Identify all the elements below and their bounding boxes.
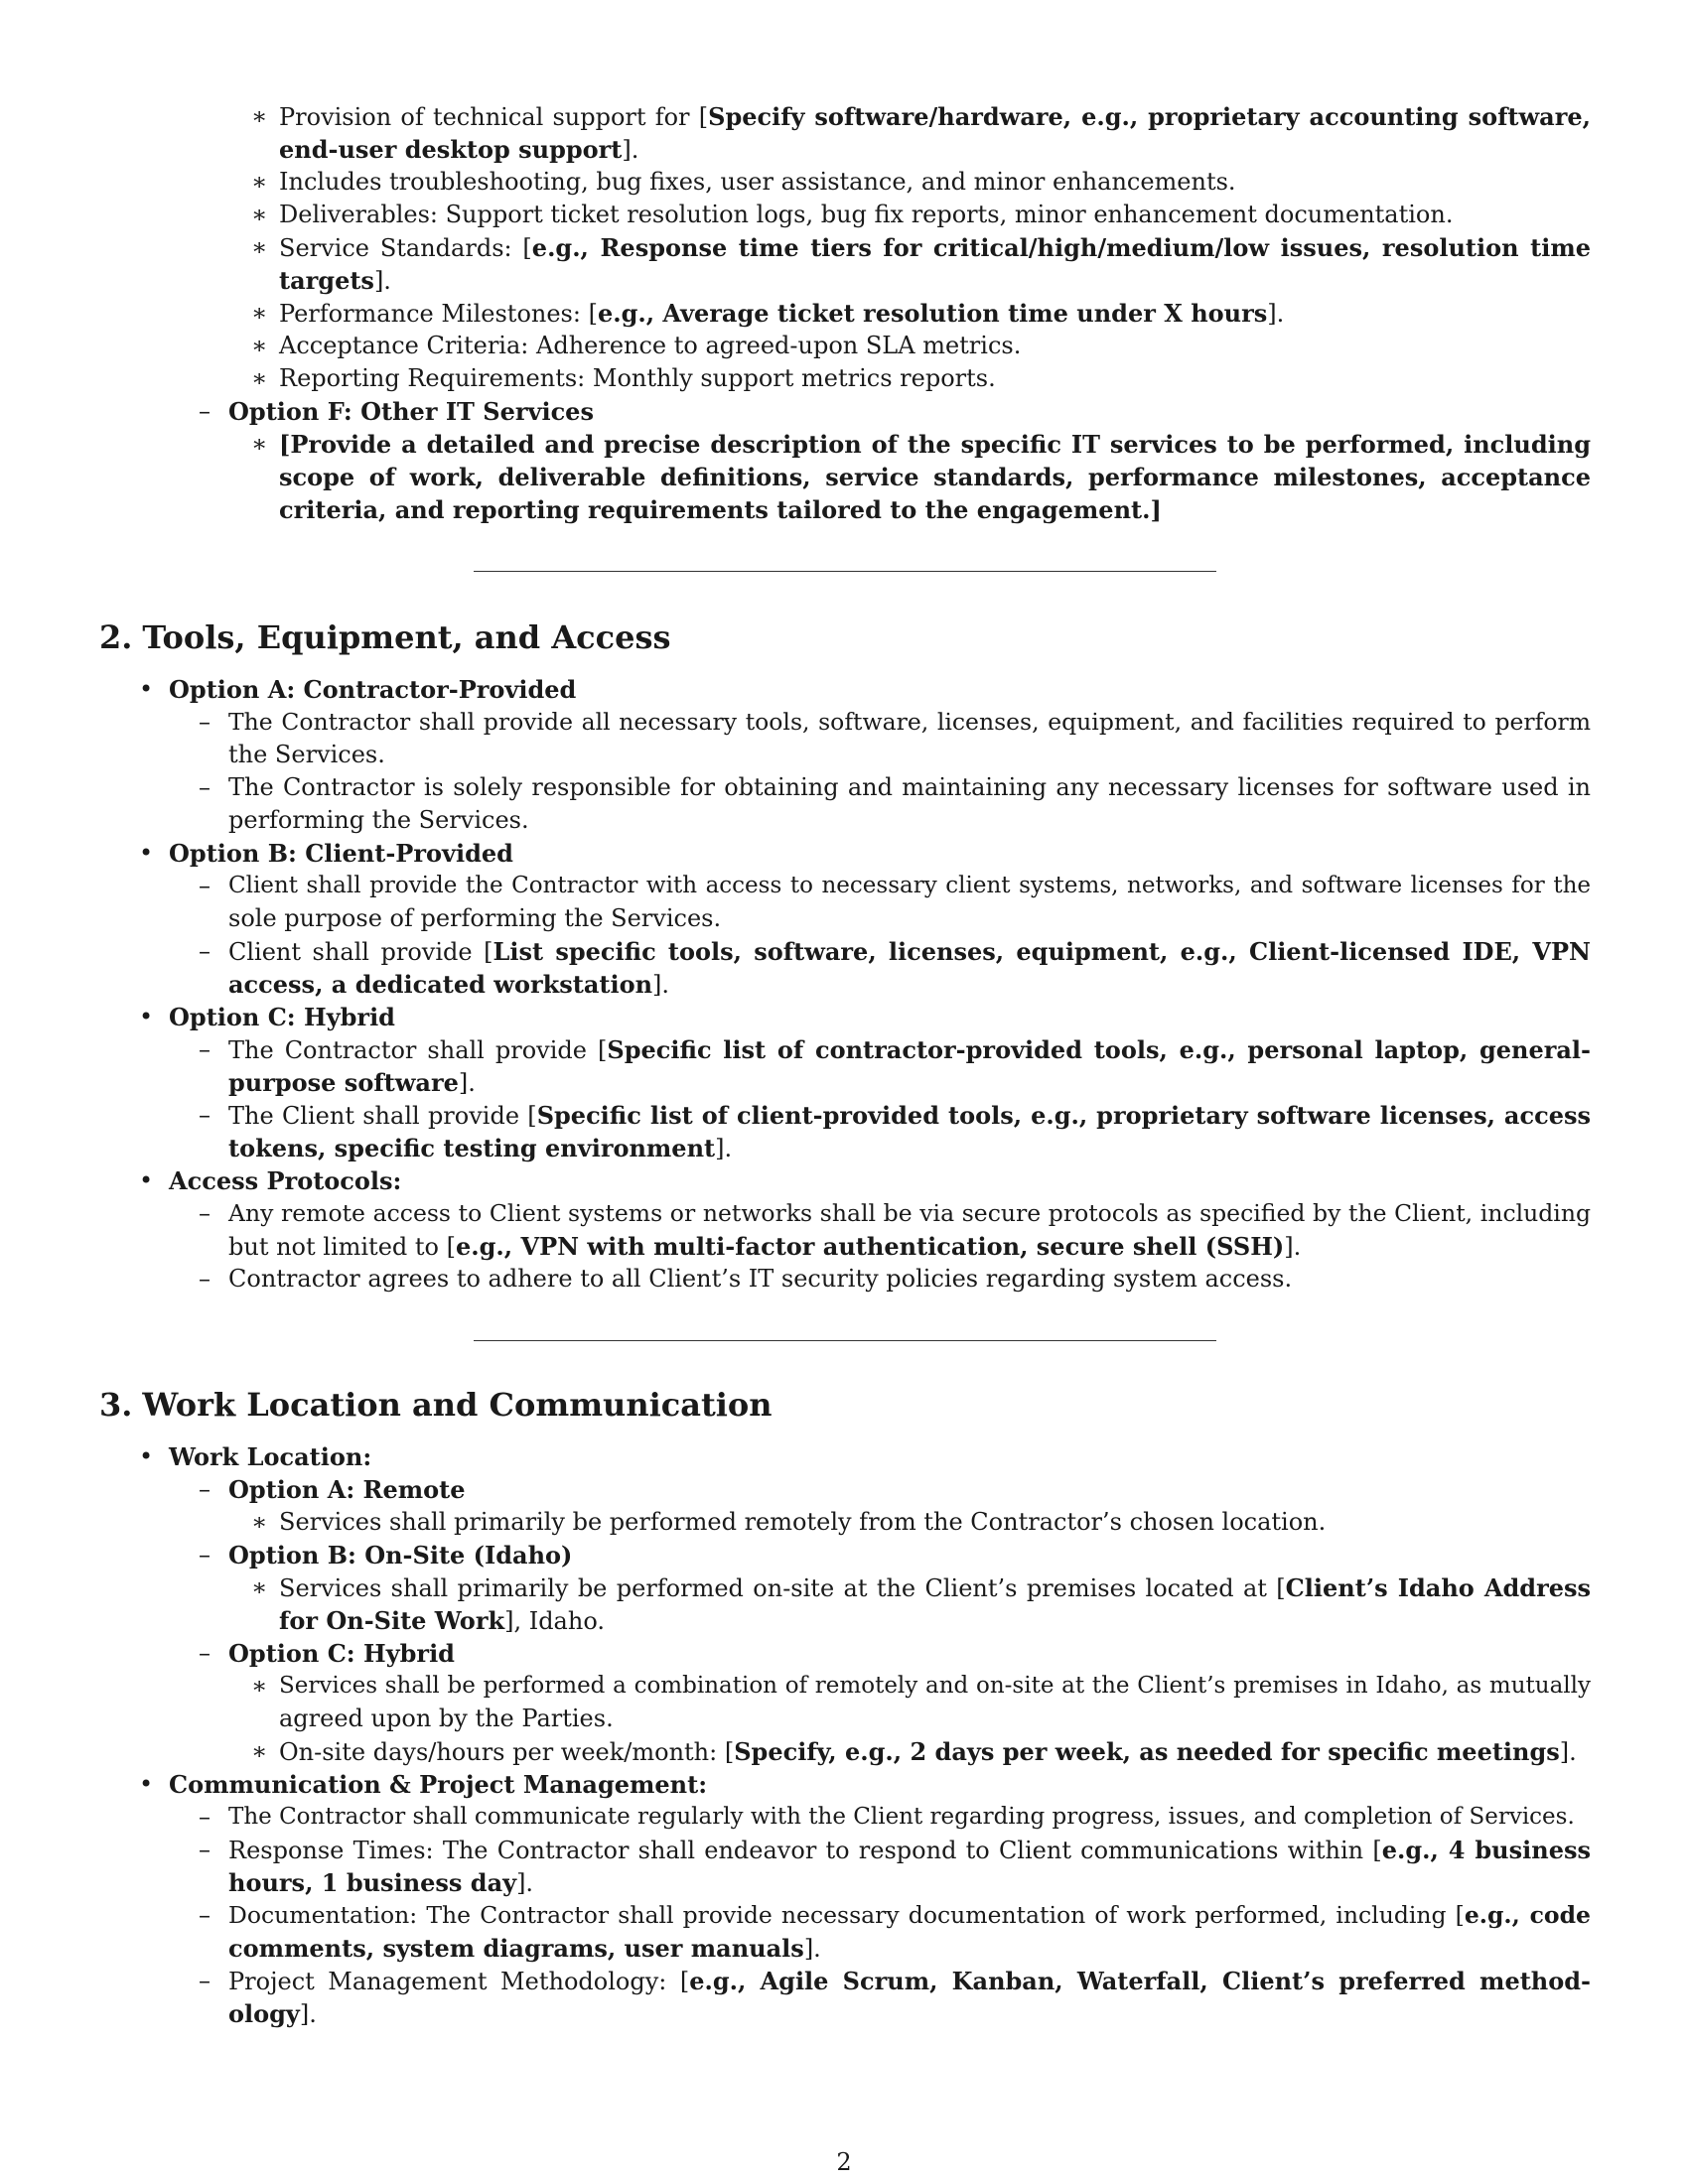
list-item-continuation: purpose software]. [228,1068,476,1097]
list-item: Any remote access to Client systems or networks shall be via secure protocols as specified by the Client, including [228,1199,1591,1227]
work-location-label: Work Location: [169,1442,372,1471]
list-item: The Contractor shall provide all necessary tools, software, licenses, equipment, and facilities required to perform [228,708,1591,736]
list-item: On-site days/hours per week/month: [Specify, e.g., 2 days per week, as needed for specific meetings]. [279,1737,1577,1766]
option-c-label: Option C: Hybrid [228,1639,455,1668]
list-item: Services shall primarily be performed remotely from the Contractor’s chosen location. [279,1508,1327,1536]
access-protocols-label: Access Protocols: [169,1166,402,1195]
list-item: Reporting Requirements: Monthly support metrics reports. [279,364,996,392]
list-item: Includes troubleshooting, bug fixes, user assistance, and minor enhancements. [279,168,1236,196]
bullet-marker: ∗ [251,168,268,196]
bullet-marker: • [139,1442,154,1470]
list-item-continuation: agreed upon by the Parties. [279,1705,614,1732]
option-b-label: Option B: On-Site (Idaho) [228,1541,573,1570]
dash-marker: – [199,1803,211,1831]
dash-marker: – [199,872,211,899]
bullet-marker: ∗ [251,430,268,458]
dash-marker: – [199,773,211,801]
list-item: Client shall provide the Contractor with access to necessary client systems, networks, and software licenses for the [228,873,1591,898]
dash-marker: – [199,1475,211,1503]
dash-marker: – [199,1967,211,1994]
bullet-marker: ∗ [251,1737,268,1765]
bullet-marker: ∗ [251,1508,268,1536]
communication-label: Communication & Project Management: [169,1770,708,1799]
option-a-label: Option A: Remote [228,1475,466,1504]
list-item-continuation: for On-Site Work], Idaho. [279,1606,605,1635]
list-item: Project Management Methodology: [e.g., Agile Scrum, Kanban, Waterfall, Client’s preferred method- [228,1967,1592,1995]
list-item: Client shall provide [List specific tools, software, licenses, equipment, e.g., Client-licensed IDE, VPN [228,937,1591,966]
list-item-continuation: tokens, specific testing environment]. [228,1134,733,1162]
section-divider [474,571,1216,572]
option-a-label: Option A: Contractor-Provided [169,675,577,704]
list-item-continuation: performing the Services. [228,806,529,834]
list-item-continuation: sole purpose of performing the Services. [228,904,722,932]
list-item-continuation: scope of work, deliverable definitions, service standards, performance milestones, acceptance [279,463,1591,491]
list-item: Acceptance Criteria: Adherence to agreed-upon SLA metrics. [279,332,1022,359]
list-item: Documentation: The Contractor shall provide necessary documentation of work performed, including [e.g., code [228,1901,1591,1929]
list-item-continuation: hours, 1 business day]. [228,1868,534,1897]
dash-marker: – [199,1265,211,1293]
list-item-continuation: criteria, and reporting requirements tailored to the engagement.] [279,495,1162,524]
dash-marker: – [199,1199,211,1227]
bullet-marker: • [139,1003,154,1030]
bullet-marker: • [139,1166,154,1194]
bullet-marker: ∗ [251,1672,268,1700]
list-item: Deliverables: Support ticket resolution logs, bug fix reports, minor enhancement documentation. [279,201,1454,228]
option-f-label: Option F: Other IT Services [228,397,594,426]
list-item: The Client shall provide [Specific list of client-provided tools, e.g., proprietary software licenses, access [228,1101,1592,1130]
list-item: Service Standards: [e.g., Response time tiers for critical/high/medium/low issues, resolution time [279,233,1591,262]
list-item-continuation: access, a dedicated workstation]. [228,970,670,999]
list-item: [Provide a detailed and precise description of the specific IT services to be performed, including [279,430,1591,459]
list-item: Response Times: The Contractor shall endeavor to respond to Client communications within [e.g., 4 business [228,1836,1591,1864]
section-divider [474,1340,1216,1341]
list-item: The Contractor shall provide [Specific list of contractor-provided tools, e.g., personal laptop, general- [228,1035,1591,1064]
list-item: Contractor agrees to adhere to all Client’s IT security policies regarding system access. [228,1265,1293,1293]
section-heading: 3. Work Location and Communication [99,1386,773,1424]
dash-marker: – [199,1639,211,1667]
bullet-marker: • [139,675,154,703]
list-item: Services shall primarily be performed on-site at the Client’s premises located at [Client’s Idaho Address [279,1573,1592,1602]
list-item-continuation: targets]. [279,266,391,295]
option-c-label: Option C: Hybrid [169,1003,395,1031]
list-item: The Contractor is solely responsible for obtaining and maintaining any necessary licenses for software used in [228,773,1591,801]
dash-marker: – [199,708,211,736]
dash-marker: – [199,937,211,965]
bullet-marker: • [139,1770,154,1798]
list-item-continuation: the Services. [228,741,385,768]
dash-marker: – [199,1836,211,1863]
bullet-marker: ∗ [251,299,268,327]
bullet-marker: ∗ [251,332,268,359]
list-item-continuation: but not limited to [e.g., VPN with multi-factor authentication, secure shell (SSH)]. [228,1232,1302,1261]
list-item-continuation: end-user desktop support]. [279,135,639,164]
dash-marker: – [199,1541,211,1569]
dash-marker: – [199,1035,211,1063]
dash-marker: – [199,1901,211,1929]
list-item: Provision of technical support for [Specify software/hardware, e.g., proprietary accounting software, [279,102,1591,131]
list-item: Services shall be performed a combination of remotely and on-site at the Client’s premises in Idaho, as mutually [279,1673,1591,1699]
list-item: Performance Milestones: [e.g., Average ticket resolution time under X hours]. [279,299,1285,328]
list-item-continuation: ology]. [228,1999,317,2028]
bullet-marker: ∗ [251,201,268,228]
bullet-marker: ∗ [251,233,268,261]
list-item-continuation: comments, system diagrams, user manuals]. [228,1934,821,1963]
page-number: 2 [836,2148,852,2176]
option-b-label: Option B: Client-Provided [169,839,513,868]
section-heading: 2. Tools, Equipment, and Access [99,618,671,656]
bullet-marker: ∗ [251,364,268,392]
dash-marker: – [199,397,211,425]
bullet-marker: ∗ [251,102,268,130]
dash-marker: – [199,1101,211,1129]
bullet-marker: • [139,839,154,867]
bullet-marker: ∗ [251,1573,268,1601]
list-item: The Contractor shall communicate regularly with the Client regarding progress, issues, and completion of Services. [228,1804,1575,1830]
